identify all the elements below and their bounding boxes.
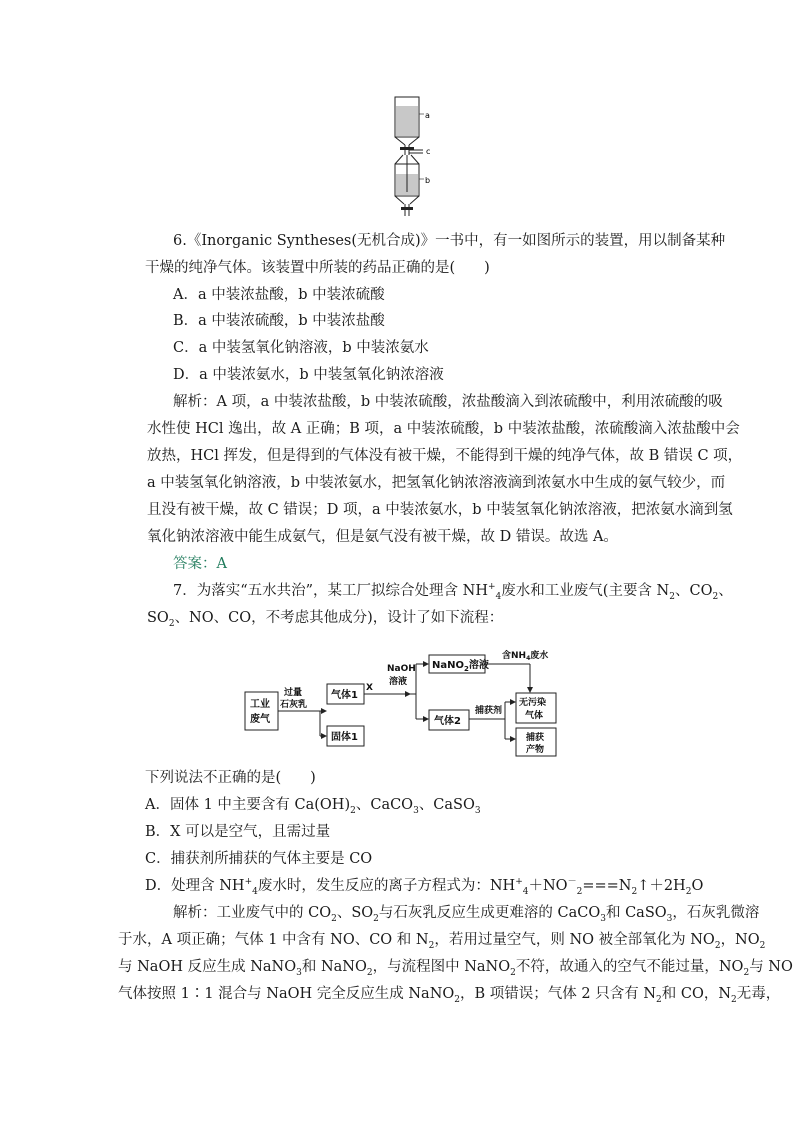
apparatus-label-b: b [425,176,431,185]
q7-analysis-line2: 于水，A 项正确；气体 1 中含有 NO、CO 和 $N_2$，若用过量空气，则 NO 被全部氧化为 $NO_2$，$NO_2$ [118,932,766,951]
flow-arrow-x: X [366,683,373,693]
q6-stem-line1: 6.《Inorganic Syntheses(无机合成)》一书中，有一如图所示的装置，用以制备某种 [173,233,726,249]
q6-option-b: B．a 中装浓硫酸，b 中装浓盐酸 [173,313,385,329]
q6-option-d: D．a 中装浓氨水，b 中装氢氧化钠浓溶液 [173,367,444,383]
q7-analysis-line1: 解析：工业废气中的 $CO_2$、$SO_2$与石灰乳反应生成更难溶的 CaCO$_3$和 CaSO$_3$，石灰乳微溶 [173,905,760,924]
flow-solid1-label: 固体1 [331,732,358,743]
q7-option-d: D．处理含 $NH^+_4$废水时，发生反应的离子方程式为：$NH^+_4+NO^-_2===N_2↑+2H_2O$ [145,877,704,897]
flask-b [395,155,419,216]
q7-option-b: B．X 可以是空气，且需过量 [145,824,331,840]
q6-stem-line2: 干燥的纯净气体。该装置中所装的药品正确的是( ) [145,260,490,276]
flow-gas2-label: 气体2 [434,716,461,727]
q7-option-c: C．捕获剂所捕获的气体主要是 CO [145,851,373,867]
q6-analysis-line5: 且没有被干燥，故 C 错误；D 项，a 中装浓氨水，b 中装氢氧化钠浓溶液，把浓氨水滴到氢 [147,502,733,518]
q7-analysis-line3: 与 NaOH 反应生成 NaNO$_3$和 NaNO$_2$，与流程图中 NaNO$_2$不符，故通入的空气不能过量，$NO_2$与 NO [118,959,793,978]
flow-gas1-label: 气体1 [331,690,358,701]
q6-option-a: A．a 中装浓盐酸，b 中装浓硫酸 [173,287,385,303]
process-flowchart [240,644,585,759]
q7-stem-line1: 7．为落实“五水共治”，某工厂拟综合处理含 $NH^+_4$废水和工业废气(主要含 $N_2$、$CO_2$、 [173,582,733,602]
q7-stem-line2: $SO_2$、NO、CO，不考虑其他成分)，设计了如下流程： [147,610,504,629]
flow-product-l1: 捕获 [526,733,545,743]
flow-arrow-nh4: 含$NH_4$废水 [502,651,549,662]
flow-arrow-capture: 捕获剂 [475,706,503,716]
flow-nano2-label: NaNO$_2$溶液 [432,660,489,673]
q6-analysis-line6: 氧化钠浓溶液中能生成氨气，但是氨气没有被干燥，故 D 错误。故选 A。 [147,529,618,545]
funnel-a [395,97,419,155]
flow-clean-gas-l1: 无污染 [519,698,547,708]
apparatus-label-c: c [426,147,431,156]
side-tube-c [409,150,423,153]
flow-arrow-lime-l1: 过量 [284,688,303,698]
flow-arrow-naoh-l2: 溶液 [389,677,408,687]
apparatus-figure [378,92,438,222]
q6-answer: 答案：A [173,556,227,572]
q6-analysis-line3: 放热，HCl 挥发，但是得到的气体没有被干燥，不能得到干燥的纯净气体，故 B 错误 C 项， [147,448,743,464]
apparatus-label-a: a [425,111,430,120]
flow-industrial-gas-l1: 工业 [250,699,270,710]
flow-clean-gas-l2: 气体 [525,711,544,721]
flow-arrow-naoh-l1: NaOH [387,664,416,674]
q7-question: 下列说法不正确的是( ) [145,770,316,786]
q6-analysis-line4: a 中装氢氧化钠溶液，b 中装浓氨水，把氢氧化钠浓溶液滴到浓氨水中生成的氨气较少，而 [147,475,726,491]
q7-option-a: A．固体 1 中主要含有 $Ca(OH)_2$、CaCO$_3$、CaSO$_3$ [145,797,481,816]
flow-industrial-gas-l2: 废气 [250,714,270,725]
q6-analysis-line1: 解析：A 项，a 中装浓盐酸，b 中装浓硫酸，浓盐酸滴入到浓硫酸中，利用浓硫酸的吸 [173,394,723,410]
q6-option-c: C．a 中装氢氧化钠溶液，b 中装浓氨水 [173,340,429,356]
q6-analysis-line2: 水性使 HCl 逸出，故 A 正确；B 项，a 中装浓硫酸，b 中装浓盐酸，浓硫酸滴入浓盐酸中会 [147,421,740,437]
flow-product-l2: 产物 [526,745,545,755]
q7-analysis-line4: 气体按照 1∶1 混合与 NaOH 完全反应生成 NaNO$_2$，B 项错误；气体 2 只含有 $N_2$和 CO，$N_2$无毒， [118,986,781,1005]
flow-arrow-lime-l2: 石灰乳 [280,700,308,710]
